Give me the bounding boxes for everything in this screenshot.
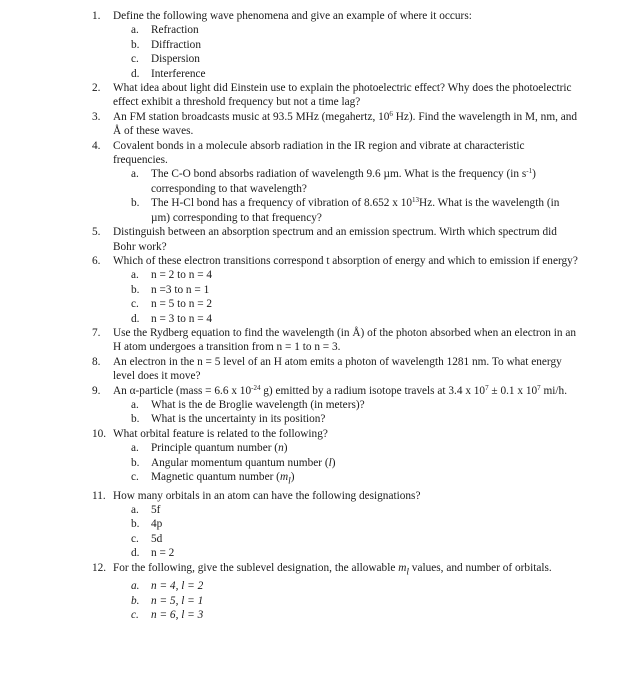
sub-letter: b.: [131, 413, 140, 426]
question-2: [0, 81, 639, 110]
question-text: ± 0.1 x 10: [488, 384, 538, 397]
sub-item: [0, 517, 639, 531]
sub-text: Refraction: [151, 24, 199, 37]
question-text: Use the Rydberg equation to find the wavelength (in Å) of the photon absorbed when an electron in an H atom undergoes a transition from n = 1 to n = 3.: [113, 326, 577, 354]
question-number: 11.: [92, 489, 106, 502]
sub-item: [0, 268, 639, 282]
sub-text: n = 6, l = 3: [151, 609, 204, 622]
subscript: l: [288, 476, 291, 487]
sub-letter: a.: [131, 580, 140, 593]
sub-text: 5f: [151, 504, 161, 517]
sub-letter: d.: [131, 67, 140, 80]
sub-item: [0, 532, 639, 546]
sub-item: [0, 412, 639, 426]
question-number: 9.: [92, 384, 101, 397]
question-12: [0, 561, 639, 580]
sub-text: ): [290, 471, 295, 483]
sub-item: [0, 312, 639, 326]
sub-letter: c.: [131, 532, 139, 545]
sub-text: n = 5, l = 1: [151, 594, 204, 607]
exponent: -24: [251, 383, 261, 392]
sub-text: Hz. What is the wavelength (in µm) corresponding to that frequency?: [151, 197, 560, 224]
sub-item: [0, 167, 639, 196]
sub-letter: a.: [131, 504, 139, 517]
sub-letter: a.: [131, 398, 139, 411]
sub-text: n = 3 to n = 4: [151, 312, 213, 325]
quantum-variable: m: [398, 561, 407, 574]
question-5: [0, 225, 639, 254]
exponent: 6: [389, 109, 393, 118]
question-11: [0, 489, 639, 503]
question-text: What orbital feature is related to the following?: [113, 427, 328, 440]
question-number: 1.: [92, 10, 101, 22]
question-text: Covalent bonds in a molecule absorb radiation in the IR region and vibrate at characteristic frequencies.: [113, 139, 525, 167]
sub-text: Dispersion: [151, 53, 200, 66]
sub-letter: b.: [131, 38, 140, 51]
sub-text: The C-O bond absorbs radiation of wavelength 9.6 µm. What is the frequency (in s: [151, 168, 527, 181]
question-number: 5.: [92, 226, 101, 239]
sub-letter: c.: [131, 53, 139, 66]
subscript: l: [406, 566, 409, 577]
sub-text: 4p: [151, 518, 163, 531]
question-number: 3.: [92, 110, 101, 123]
question-7: [0, 326, 639, 355]
sub-text: n = 5 to n = 2: [151, 298, 213, 311]
sub-text: Angular momentum quantum number (: [151, 456, 329, 469]
question-text: An FM station broadcasts music at 93.5 MHz (megahertz, 10: [113, 110, 390, 123]
worksheet: [0, 9, 639, 623]
sub-item: [0, 441, 639, 455]
question-number: 10.: [92, 427, 107, 440]
sub-item: [0, 52, 639, 66]
question-4: [0, 139, 639, 168]
question-number: 8.: [92, 355, 101, 368]
question-text: An α-particle (mass = 6.6 x 10: [113, 384, 252, 397]
question-text: g) emitted by a radium isotope travels at 3.4 x 10: [260, 384, 486, 397]
question-number: 12.: [92, 561, 107, 574]
sub-text: Principle quantum number (: [151, 442, 279, 455]
question-8: [0, 355, 639, 384]
sub-letter: d.: [131, 312, 140, 325]
sub-item: [0, 67, 639, 81]
sub-text: Diffraction: [151, 38, 201, 51]
sub-letter: c.: [131, 609, 139, 622]
sub-item: [0, 297, 639, 311]
exponent: 13: [412, 196, 420, 205]
quantum-variable: m: [279, 471, 289, 483]
sub-letter: a.: [131, 168, 139, 181]
question-text: Define the following wave phenomena and give an example of where it occurs:: [113, 10, 472, 22]
quantum-variable: l: [328, 456, 332, 469]
sub-text: The H-Cl bond has a frequency of vibration of 8.652 x 10: [151, 197, 413, 210]
question-6: [0, 254, 639, 268]
sub-text: n = 2 to n = 4: [151, 269, 213, 282]
sub-text: ) corresponding to that wavelength?: [151, 168, 536, 195]
question-number: 6.: [92, 254, 101, 267]
question-10: [0, 427, 639, 441]
question-9: [0, 384, 639, 398]
question-text: For the following, give the sublevel designation, the allowable: [113, 561, 399, 574]
sub-item: [0, 398, 639, 412]
sub-letter: b.: [131, 283, 140, 296]
sub-item: [0, 23, 639, 37]
sub-text: ): [283, 442, 288, 455]
question-1: [0, 9, 639, 23]
sub-letter: b.: [131, 456, 140, 469]
question-number: 7.: [92, 326, 101, 339]
sub-letter: b.: [131, 197, 140, 210]
sub-letter: a.: [131, 24, 139, 37]
sub-text: ): [331, 456, 336, 469]
sub-item: [0, 503, 639, 517]
sub-item: [0, 196, 639, 225]
exponent: 7: [485, 383, 489, 392]
sub-text: What is the uncertainty in its position?: [151, 413, 326, 426]
sub-text: n =3 to n = 1: [151, 283, 210, 296]
sub-item: [0, 470, 639, 489]
question-number: 2.: [92, 82, 101, 95]
sub-letter: a.: [131, 269, 139, 282]
exponent: 7: [537, 383, 541, 392]
sub-text: Interference: [151, 67, 206, 80]
sub-text: n = 4, l = 2: [151, 580, 204, 593]
question-number: 4.: [92, 139, 101, 152]
sub-item: [0, 456, 639, 470]
question-text: Which of these electron transitions correspond t absorption of energy and which to emission if energy?: [113, 254, 578, 267]
sub-text: Magnetic quantum number (: [151, 471, 280, 483]
question-text: Hz). Find the wavelength in M, nm, and Å of these waves.: [113, 110, 578, 138]
question-text: How many orbitals in an atom can have the following designations?: [113, 489, 421, 502]
quantum-variable: n: [278, 442, 284, 455]
question-text: values, and number of orbitals.: [408, 561, 552, 574]
sub-item: [0, 594, 639, 608]
sub-text: n = 2: [151, 547, 175, 560]
sub-letter: b.: [131, 518, 140, 531]
sub-text: 5d: [151, 532, 163, 545]
sub-item: [0, 38, 639, 52]
question-text: mi/h.: [540, 384, 568, 397]
sub-letter: c.: [131, 471, 139, 483]
question-text: An electron in the n = 5 level of an H atom emits a photon of wavelength 1281 nm. To what energy level does it move?: [113, 355, 562, 383]
sub-item: [0, 283, 639, 297]
sub-item: [0, 608, 639, 622]
exponent: -1: [526, 167, 533, 176]
sub-letter: a.: [131, 442, 139, 455]
sub-letter: b.: [131, 594, 140, 607]
question-text: What idea about light did Einstein use to explain the photoelectric effect? Why does the photoelectric effect exhibit a threshold frequency but not a time lag?: [113, 82, 572, 109]
sub-item: [0, 579, 639, 593]
sub-item: [0, 546, 639, 560]
sub-text: What is the de Broglie wavelength (in meters)?: [151, 398, 365, 411]
sub-letter: c.: [131, 298, 139, 311]
sub-letter: d.: [131, 547, 140, 560]
question-3: [0, 110, 639, 139]
question-text: Distinguish between an absorption spectrum and an emission spectrum. Wirth which spectrum did Bohr work?: [113, 226, 557, 253]
